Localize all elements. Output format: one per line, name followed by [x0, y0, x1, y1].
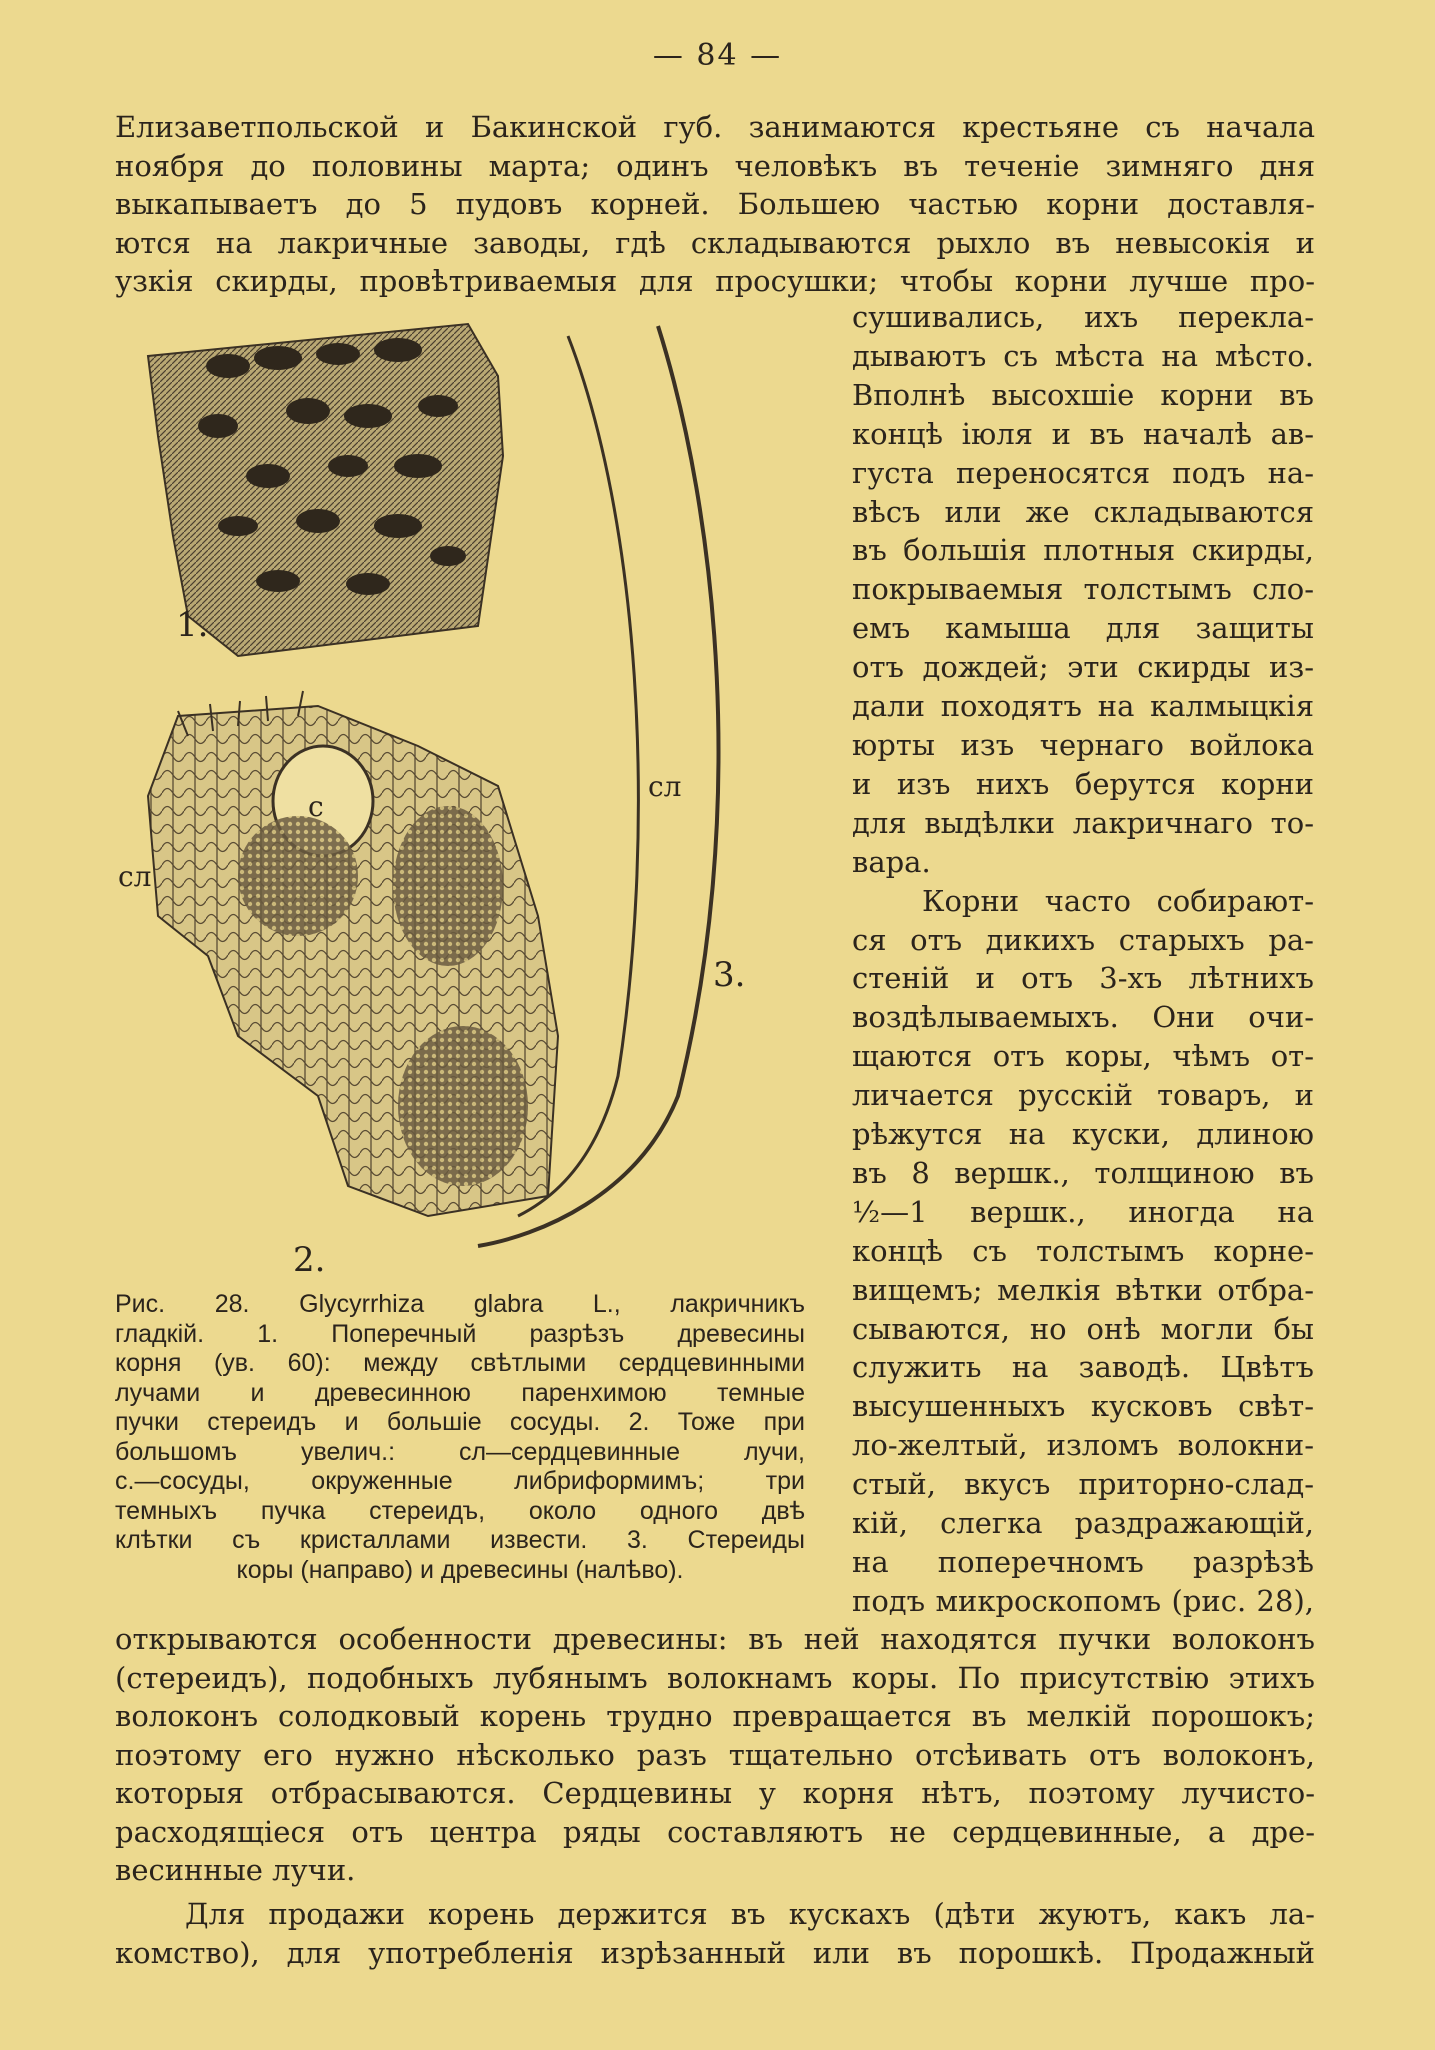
caption-line: коры (направо) и древесины (налѣво).	[236, 1555, 684, 1584]
text-line: (стереидъ), подобныхъ лубянымъ волокнамъ коры. По присутствію этихъ	[115, 1660, 1315, 1695]
text-line: подъ микроскопомъ (рис. 28),	[852, 1583, 1314, 1618]
text-line: открываются особенности древесины: въ ней находятся пучки волоконъ	[115, 1622, 1315, 1656]
caption-line: Рис. 28. Glycyrrhiza glabra L., лакричникъ	[115, 1290, 805, 1318]
text-line: личается русскій товаръ, и	[852, 1078, 1314, 1113]
text-line: узкія скирды, провѣтриваемыя для просушки; чтобы корни лучше про-	[115, 264, 1315, 298]
text-line: дали походятъ на калмыцкія	[852, 689, 1314, 724]
text-line: для выдѣлки лакричнаго то-	[852, 805, 1314, 840]
text-line: концѣ съ толстымъ корне-	[852, 1233, 1314, 1268]
page-number: — 84 —	[652, 38, 783, 73]
caption-line: гладкій. 1. Поперечный разрѣзъ древесины	[115, 1319, 805, 1348]
text-line: густа переносятся подъ на-	[852, 455, 1314, 490]
paragraph-last	[115, 1895, 1315, 1972]
text-line: вара.	[852, 844, 931, 879]
side-column	[852, 298, 1314, 1621]
caption-line: корня (ув. 60): между свѣтлыми сердцевинными	[115, 1349, 805, 1377]
figure-label-sl-left: сл	[118, 860, 152, 893]
caption-line: большомъ увелич.: сл—сердцевинные лучи,	[115, 1437, 805, 1466]
text-line: выкапываетъ до 5 пудовъ корней. Большею частью корни доставля-	[115, 187, 1315, 221]
text-line: дываютъ съ мѣста на мѣсто.	[852, 338, 1314, 373]
text-line: ½—1 вершк., иногда на	[852, 1194, 1314, 1229]
figure-caption	[115, 1290, 805, 1585]
text-line: стеній и отъ 3-хъ лѣтнихъ	[852, 961, 1314, 996]
caption-line: лучами и древесинною паренхимою темные	[115, 1378, 805, 1407]
figure-label-1: 1.	[176, 605, 209, 645]
figure-label-3: 3.	[713, 955, 746, 995]
text-line: волоконъ солодковый корень трудно превращается въ мелкій порошокъ;	[115, 1699, 1315, 1733]
caption-line: с.—сосуды, окруженные либриформимъ; три	[115, 1467, 805, 1495]
text-line: которыя отбрасываются. Сердцевины у корня нѣтъ, поэтому лучисто-	[115, 1776, 1315, 1810]
text-line: Для продажи корень держится въ кускахъ (дѣти жуютъ, какъ ла-	[185, 1897, 1315, 1931]
figure-label-c: c	[308, 790, 324, 823]
text-line: въ 8 вершк., толщиною въ	[852, 1155, 1314, 1190]
paragraph-top	[115, 108, 1315, 301]
text-line: ноября до половины марта; одинъ человѣкъ въ теченіе зимняго дня	[115, 148, 1315, 183]
text-line: комство), для употребленія изрѣзанный или въ порошкѣ. Продажный	[115, 1935, 1315, 1970]
text-line: емъ камыша для защиты	[852, 611, 1314, 646]
text-line: отъ дождей; эти скирды из-	[852, 650, 1314, 685]
text-line: стый, вкусъ приторно-слад-	[852, 1467, 1314, 1502]
text-line: весинные лучи.	[115, 1853, 356, 1887]
paragraph-bottom	[115, 1620, 1315, 1890]
text-line: щаются отъ коры, чѣмъ от-	[852, 1039, 1314, 1074]
text-line: сываются, но онѣ могли бы	[852, 1311, 1314, 1346]
text-line: служить на заводѣ. Цвѣтъ	[852, 1350, 1314, 1385]
figure-label-2: 2.	[293, 1240, 326, 1276]
caption-line: клѣтки съ кристаллами извести. 3. Стереиды	[115, 1526, 805, 1554]
text-line: воздѣлываемыхъ. Они очи-	[852, 1000, 1314, 1035]
text-line: высушенныхъ кусковъ свѣт-	[852, 1389, 1314, 1424]
text-line: юрты изъ чернаго войлока	[852, 727, 1314, 762]
caption-line: пучки стереидъ и большіе сосуды. 2. Тоже при	[115, 1408, 805, 1436]
text-line: ло-желтый, изломъ волокни-	[852, 1428, 1314, 1463]
caption-line: темныхъ пучка стереидъ, около одного двѣ	[115, 1496, 805, 1525]
text-line: ются на лакричные заводы, гдѣ складываются рыхло въ невысокія и	[115, 225, 1315, 260]
figure-panel-2	[148, 691, 558, 1216]
text-line: кій, слегка раздражающій,	[852, 1506, 1314, 1541]
text-line: Вполнѣ высохшіе корни въ	[852, 377, 1314, 412]
figure-label-sl-right: сл	[648, 770, 682, 803]
text-line: вѣсъ или же складываются	[852, 494, 1314, 529]
text-line: расходящіеся отъ центра ряды составляютъ не сердцевинные, а дре-	[115, 1814, 1315, 1849]
text-line: рѣжутся на куски, длиною	[852, 1117, 1314, 1152]
text-line: Корни часто собирают-	[922, 883, 1314, 918]
text-line: концѣ іюля и въ началѣ ав-	[852, 416, 1314, 451]
text-line: на поперечномъ разрѣзѣ	[852, 1545, 1314, 1579]
text-line: ся отъ дикихъ старыхъ ра-	[852, 922, 1314, 957]
text-line: покрываемыя толстымъ сло-	[852, 572, 1314, 607]
text-line: поэтому его нужно нѣсколько разъ тщательно отсѣивать отъ волоконъ,	[115, 1737, 1315, 1772]
text-line: и изъ нихъ берутся корни	[852, 766, 1314, 801]
root-section-illustration	[118, 316, 833, 1276]
text-line: сушивались, ихъ перекла-	[852, 300, 1314, 334]
text-line: Елизаветпольской и Бакинской губ. занимаются крестьяне съ начала	[115, 110, 1315, 144]
text-line: въ большія плотныя скирды,	[852, 533, 1314, 568]
text-line: вищемъ; мелкія вѣтки отбра-	[852, 1272, 1314, 1307]
